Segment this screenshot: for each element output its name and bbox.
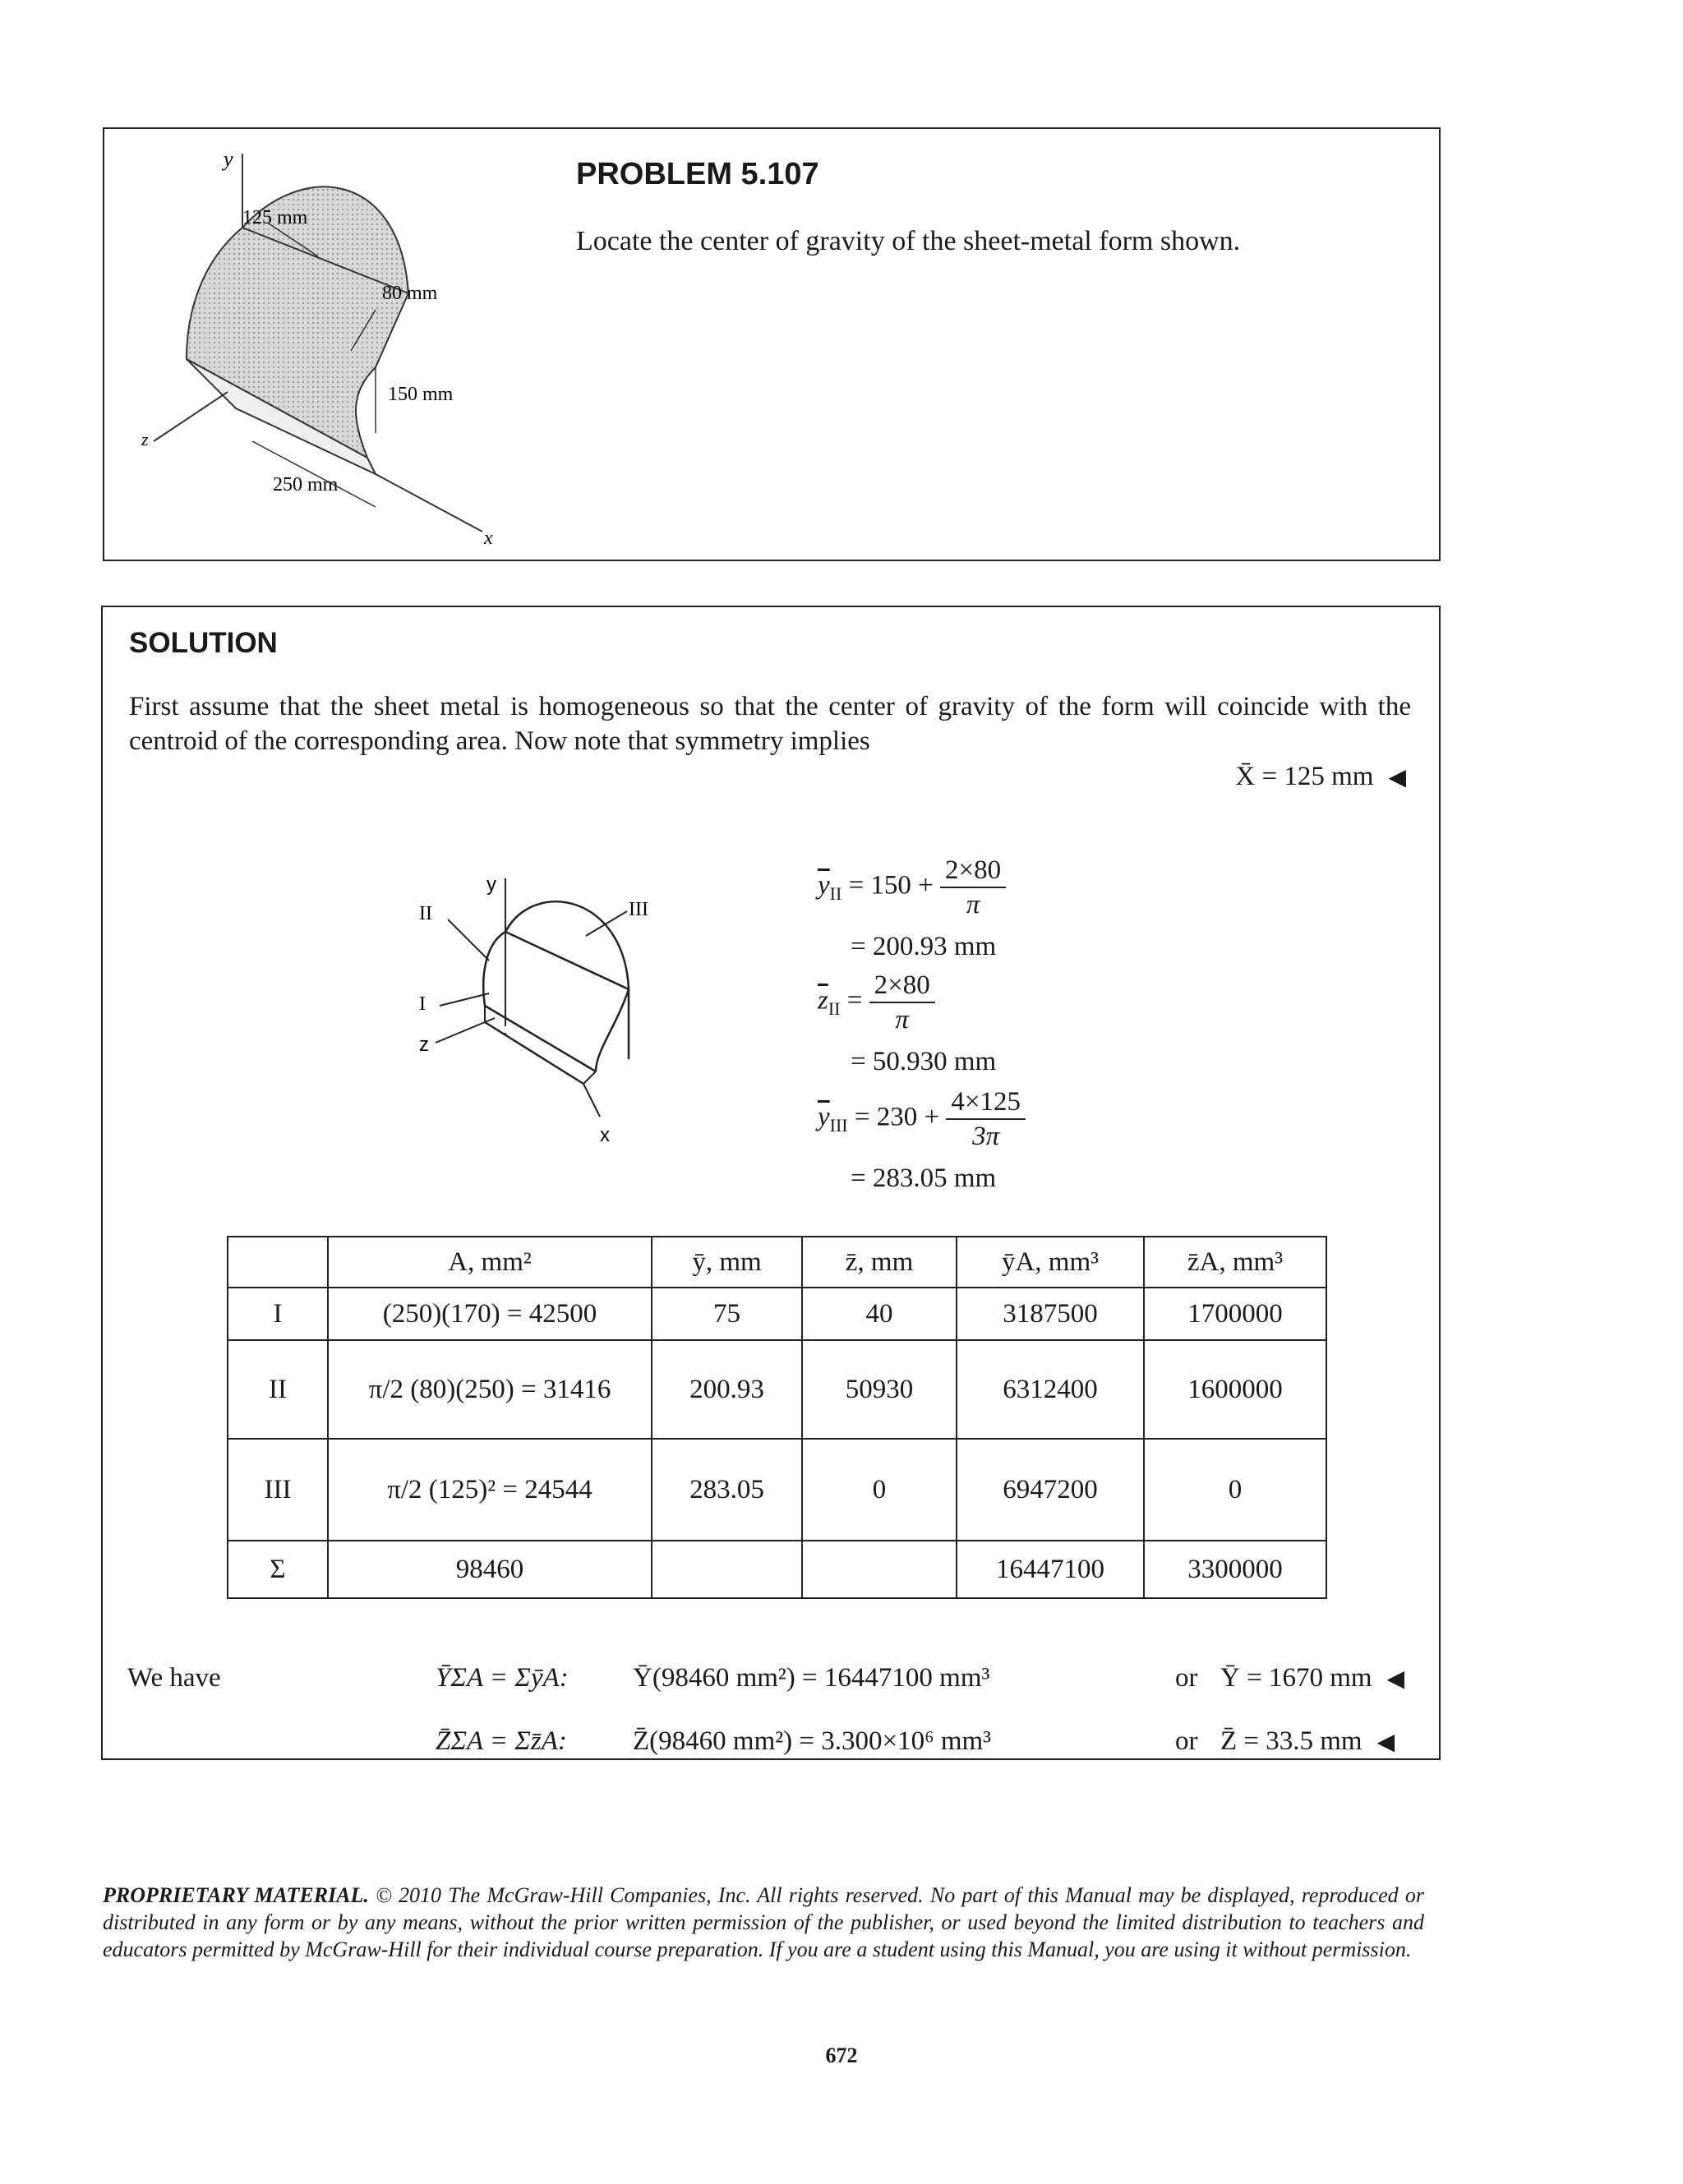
result-arrow-icon: ◀ (1386, 1665, 1405, 1692)
table-cell: 0 (802, 1439, 957, 1541)
sol-x-label: x (600, 1124, 610, 1146)
table-cell: 50930 (802, 1340, 957, 1439)
table-header: z̄, mm (802, 1237, 957, 1288)
problem-title: PROBLEM 5.107 (576, 157, 819, 191)
z-result-text: Z̄ = 33.5 mm (1220, 1726, 1363, 1756)
z-result (1220, 1726, 1395, 1757)
table-header: z̄A, mm³ (1144, 1237, 1326, 1288)
table-cell: Σ (228, 1541, 328, 1598)
table-cell: 16447100 (957, 1541, 1144, 1598)
table-cell: I (228, 1288, 328, 1340)
table-cell (802, 1541, 957, 1598)
problem-box (103, 127, 1441, 561)
we-have-label: We have (127, 1663, 221, 1693)
fig-radius2-label: 80 mm (382, 283, 438, 304)
z-substitution: Z̄(98460 mm²) = 3.300×10⁶ mm³ (633, 1726, 992, 1756)
table-header: ȳA, mm³ (957, 1237, 1144, 1288)
table-cell: 283.05 (652, 1439, 802, 1541)
eq-z2: $\overline{z}_{II}$ = $\frac{2\times 80}{\pi}$ (818, 969, 935, 1036)
eq-y2-val: = 200.93 mm (851, 932, 997, 961)
table-cell: II (228, 1340, 328, 1439)
z-equation: Z̄ΣA = Σz̄A: (436, 1726, 567, 1756)
sol-label-ii: II (419, 903, 432, 924)
z-or: or (1175, 1726, 1198, 1756)
y-result-text: Ȳ = 1670 mm (1220, 1663, 1372, 1693)
x-result-text: X̄ = 125 mm (1235, 762, 1374, 791)
footer-lead: PROPRIETARY MATERIAL. (103, 1883, 369, 1907)
eq-y2: $\overline{y}_{II} = 150$ + $\frac{2\times 80}{\pi}$ (818, 854, 1006, 921)
table-header: A, mm² (328, 1237, 652, 1288)
table-cell: (250)(170) = 42500 (328, 1288, 652, 1340)
table-row (228, 1541, 1326, 1598)
table-row (228, 1340, 1326, 1439)
x-result (1235, 762, 1406, 792)
table-cell: 3300000 (1144, 1541, 1326, 1598)
fig-length-label: 250 mm (273, 474, 339, 495)
y-substitution: Ȳ(98460 mm²) = 16447100 mm³ (633, 1663, 990, 1693)
table-header: ȳ, mm (652, 1237, 802, 1288)
page-number: 672 (825, 2043, 858, 2067)
sol-y-label: y (486, 873, 496, 896)
table-row (228, 1439, 1326, 1541)
solution-title: SOLUTION (129, 627, 278, 659)
sol-label-i: I (419, 993, 426, 1015)
table-header-row (228, 1237, 1326, 1288)
table-cell: π/2 (125)² = 24544 (328, 1439, 652, 1541)
problem-statement: Locate the center of gravity of the sheet-metal form shown. (576, 226, 1241, 256)
fig-height-label: 150 mm (388, 384, 454, 405)
footer-text: © 2010 The McGraw-Hill Companies, Inc. All rights reserved. No part of this Manual may be displayed, reproduced or distributed in any form or by any means, without the prior written permission of the publisher, or used beyond the limited distribution to teachers and educators permitted by McGraw-Hill for their individual course preparation. If you are a student using this Manual, you are using it without permission. (103, 1883, 1424, 1961)
result-arrow-icon: ◀ (1376, 1728, 1395, 1755)
problem-figure (104, 129, 565, 556)
table-cell: 0 (1144, 1439, 1326, 1541)
y-or: or (1175, 1663, 1198, 1693)
table-header (228, 1237, 328, 1288)
result-arrow-icon: ◀ (1388, 763, 1406, 790)
table-cell: 75 (652, 1288, 802, 1340)
copyright-footer (103, 1882, 1424, 1963)
solution-figure (304, 845, 610, 1191)
solution-intro: First assume that the sheet metal is homogeneous so that the center of gravity of the form will coincide with the centroid of the corresponding area. Now note that symmetry implies (129, 692, 1411, 756)
solution-figure-iii (569, 887, 668, 952)
table-cell: 6947200 (957, 1439, 1144, 1541)
y-result (1220, 1663, 1404, 1693)
y-equation: ȲΣA = ΣȳA: (436, 1663, 569, 1693)
table-cell (652, 1541, 802, 1598)
table-cell: 6312400 (957, 1340, 1144, 1439)
sol-label-iii: III (629, 899, 648, 920)
fig-y-label: y (224, 147, 233, 171)
table-cell: 1700000 (1144, 1288, 1326, 1340)
fig-z-label: z (141, 429, 149, 449)
table-cell: 3187500 (957, 1288, 1144, 1340)
table-cell: 200.93 (652, 1340, 802, 1439)
eq-z2-val: = 50.930 mm (851, 1047, 997, 1076)
fig-x-label: x (484, 528, 493, 549)
table-cell: 98460 (328, 1541, 652, 1598)
table-row (228, 1288, 1326, 1340)
table-cell: III (228, 1439, 328, 1541)
eq-y3-val: = 283.05 mm (851, 1163, 997, 1193)
fig-radius-label: 125 mm (242, 207, 308, 228)
sol-z-label: z (419, 1034, 429, 1056)
table-cell: 40 (802, 1288, 957, 1340)
centroid-table (227, 1236, 1327, 1599)
solution-box (101, 606, 1441, 1760)
table-cell: π/2 (80)(250) = 31416 (328, 1340, 652, 1439)
eq-y3: $\overline{y}_{III} = 230$ + $\frac{4\times 125}{3\pi}$ (818, 1085, 1026, 1153)
table-cell: 1600000 (1144, 1340, 1326, 1439)
